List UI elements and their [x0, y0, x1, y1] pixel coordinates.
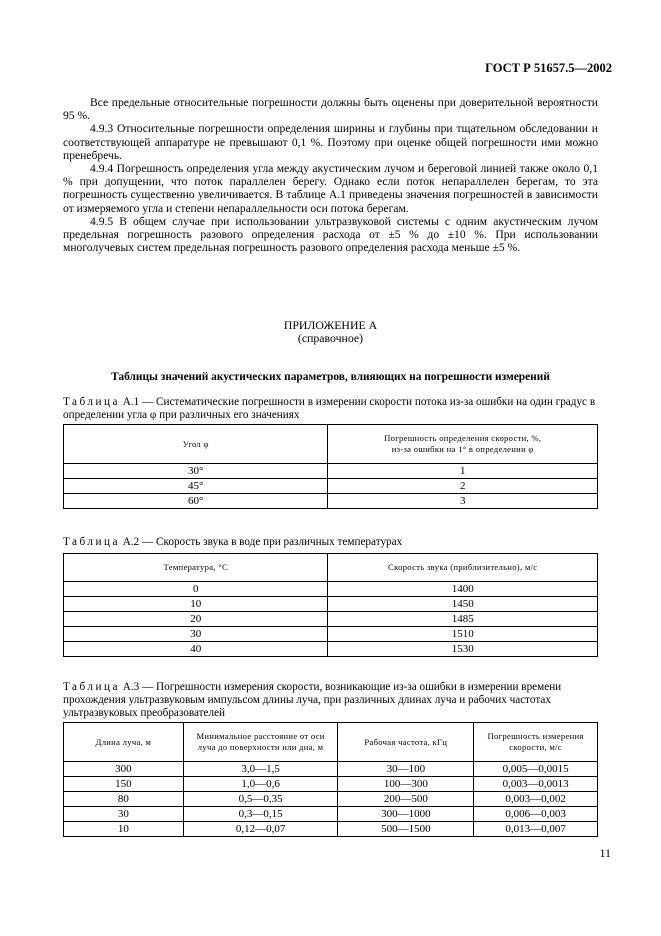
table-row	[64, 777, 598, 792]
header-line: скорости, м/с	[509, 742, 562, 752]
appendix-block	[0, 319, 661, 345]
table-a3	[63, 722, 598, 837]
cell-freq: 100—300	[338, 777, 474, 792]
cell-error: 0,013—0,007	[474, 822, 598, 837]
cell-error: 0,005—0,0015	[474, 762, 598, 777]
column-header: Температура, °С	[64, 554, 328, 582]
cell-distance: 3,0—1,5	[183, 762, 338, 777]
cell-distance: 0,3—0,15	[183, 807, 338, 822]
paragraph: 4.9.3 Относительные погрешности определения ширины и глубины при тщательном обследовании и соответствующей аппаратуре не превышают 0,1 %. Поэтому при оценке общей погрешности ими можно пренебречь.	[63, 122, 598, 162]
table-a3-caption	[63, 681, 598, 720]
table-a2-caption	[63, 536, 598, 549]
cell-error: 2	[328, 479, 598, 494]
paragraph: 4.9.5 В общем случае при использовании ультразвуковой системы с одним акустическим лучом предельная погрешность разового определения расхода от ±5 % до ±10 %. При использовании многолучевых систем предельная погрешность разового определения расхода меньше ±5 %.	[63, 214, 598, 255]
body-text	[63, 96, 598, 254]
cell-speed: 1450	[328, 597, 598, 612]
table-row	[64, 627, 598, 642]
column-header: Угол φ	[64, 425, 328, 464]
cell-temp: 20	[64, 612, 328, 627]
table-row	[64, 582, 598, 597]
cell-error: 0,003—0,0013	[474, 777, 598, 792]
cell-distance: 0,12—0,07	[183, 822, 338, 837]
cell-freq: 200—500	[338, 792, 474, 807]
table-row	[64, 464, 598, 479]
cell-temp: 10	[64, 597, 328, 612]
column-header: Рабочая частота, кГц	[338, 723, 474, 762]
cell-length: 30	[64, 807, 184, 822]
appendix-title: ПРИЛОЖЕНИЕ А	[283, 318, 378, 332]
cell-error: 0,003—0,002	[474, 792, 598, 807]
table-label: Таблица	[63, 536, 120, 548]
header-line: Минимальное расстояние от оси	[196, 731, 325, 741]
cell-length: 150	[64, 777, 184, 792]
caption-text: А.2 — Скорость звука в воде при различных температурах	[122, 536, 403, 548]
paragraph: Все предельные относительные погрешности должны быть оценены при доверительной вероятности 95 %.	[63, 96, 598, 123]
column-header	[328, 425, 598, 464]
cell-error: 3	[328, 494, 598, 509]
appendix-subtitle: (справочное)	[297, 331, 364, 345]
header-line: Погрешность измерения	[487, 731, 584, 741]
cell-temp: 40	[64, 642, 328, 657]
table-label: Таблица	[63, 681, 120, 693]
cell-speed: 1485	[328, 612, 598, 627]
table-a1-caption	[63, 396, 598, 422]
cell-length: 10	[64, 822, 184, 837]
cell-freq: 30—100	[338, 762, 474, 777]
table-row	[64, 807, 598, 822]
cell-speed: 1530	[328, 642, 598, 657]
cell-error: 0,006—0,003	[474, 807, 598, 822]
cell-freq: 500—1500	[338, 822, 474, 837]
header-line: луча до поверхности или дна, м	[197, 742, 324, 752]
table-row	[64, 792, 598, 807]
header-line: Погрешность определения скорости, %,	[384, 433, 542, 443]
cell-distance: 0,5—0,35	[183, 792, 338, 807]
table-row	[64, 479, 598, 494]
caption-text: А.1 — Систематические погрешности в измерении скорости потока из-за ошибки на один градус в определении угла φ при различных его значениях	[63, 396, 596, 421]
table-label: Таблица	[63, 396, 120, 408]
column-header: Скорость звука (приблизительно), м/с	[328, 554, 598, 582]
table-row	[64, 494, 598, 509]
page-number: 11	[599, 846, 611, 860]
cell-length: 300	[64, 762, 184, 777]
cell-speed: 1400	[328, 582, 598, 597]
cell-angle: 30°	[64, 464, 328, 479]
cell-angle: 60°	[64, 494, 328, 509]
table-row	[64, 822, 598, 837]
column-header	[183, 723, 338, 762]
appendix-heading: Таблицы значений акустических параметров, влияющих на погрешности измерений	[111, 371, 550, 383]
caption-text: А.3 — Погрешности измерения скорости, возникающие из-за ошибки в измерении времени прохождения ультразвуковым импульсом длины луча, при различных длинах луча и рабочих частотах ультразвуковых преобразователей	[63, 681, 562, 719]
table-a1	[63, 424, 598, 509]
cell-length: 80	[64, 792, 184, 807]
cell-freq: 300—1000	[338, 807, 474, 822]
column-header: Длина луча, м	[64, 723, 184, 762]
table-a2	[63, 553, 598, 657]
table-row	[64, 597, 598, 612]
cell-temp: 30	[64, 627, 328, 642]
cell-angle: 45°	[64, 479, 328, 494]
table-row	[64, 762, 598, 777]
column-header	[474, 723, 598, 762]
table-row	[64, 642, 598, 657]
cell-speed: 1510	[328, 627, 598, 642]
cell-distance: 1,0—0,6	[183, 777, 338, 792]
cell-error: 1	[328, 464, 598, 479]
standard-header: ГОСТ Р 51657.5—2002	[485, 61, 612, 75]
table-row	[64, 612, 598, 627]
cell-temp: 0	[64, 582, 328, 597]
header-line: из-за ошибки на 1° в определении φ	[391, 444, 534, 454]
paragraph: 4.9.4 Погрешность определения угла между акустическим лучом и береговой линией также около 0,1 % при допущении, что поток параллелен берегу. Однако если поток непараллелен берегам, то эта погрешность существенно увеличивается. В таблице А.1 приведены значения погрешностей в зависимости от измеряемого угла и степени непараллельности оси потока берегам.	[63, 162, 598, 215]
